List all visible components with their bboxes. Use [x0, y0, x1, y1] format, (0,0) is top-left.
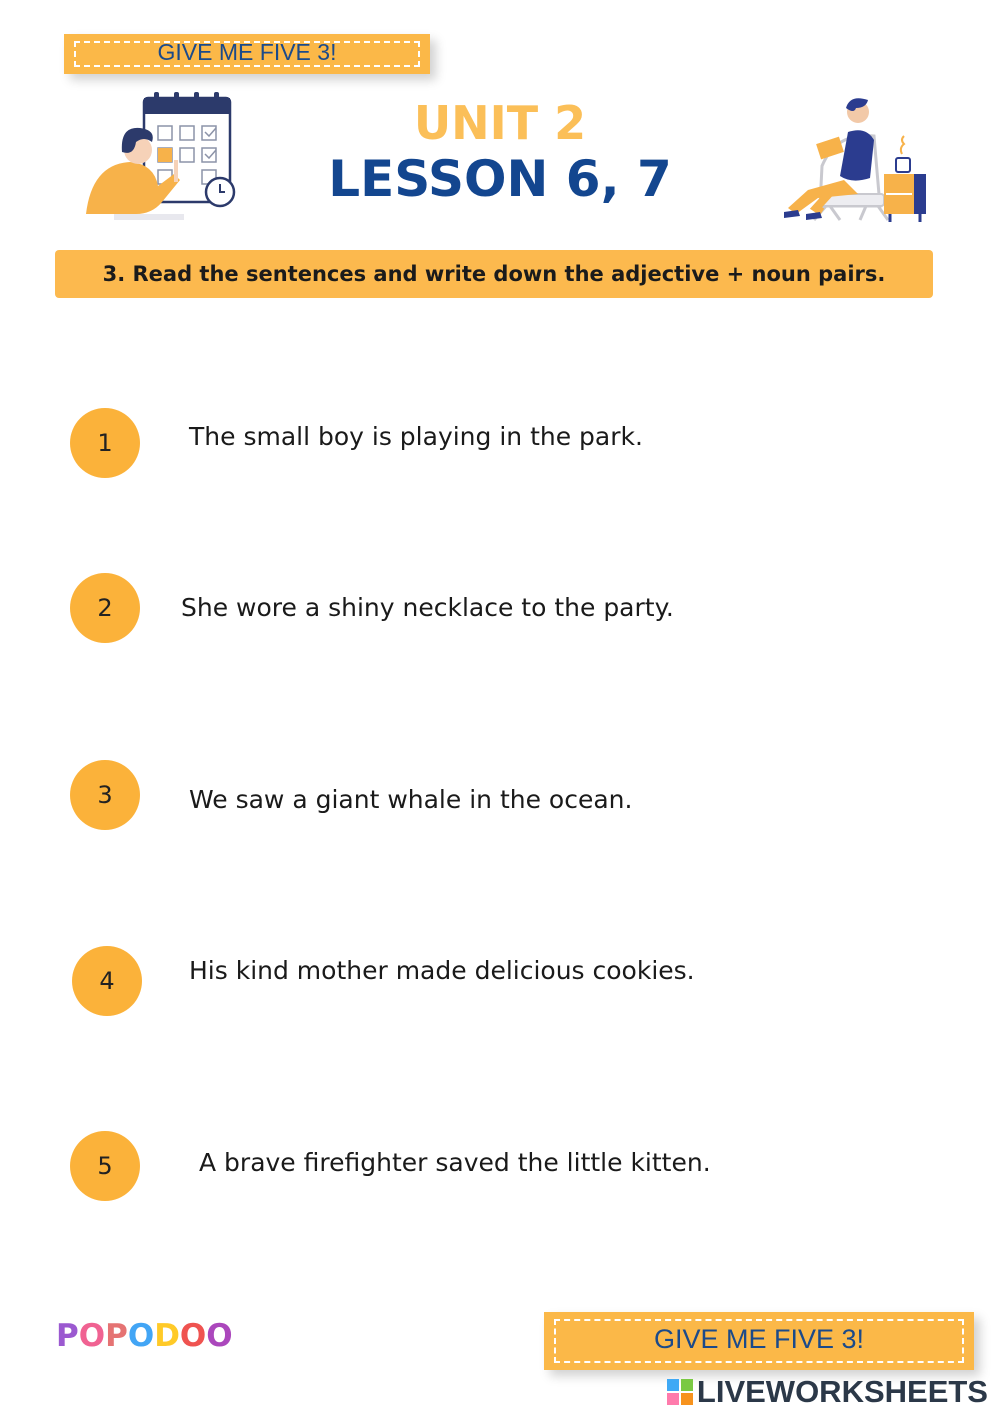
logo-letter: O: [78, 1318, 106, 1354]
item-number-badge: 3: [70, 760, 140, 830]
watermark-text: LIVEWORKSHEETS: [696, 1374, 988, 1409]
item-number-badge: 2: [70, 573, 140, 643]
logo-letter: O: [127, 1318, 155, 1354]
item-sentence: His kind mother made delicious cookies.: [189, 956, 695, 985]
calendar-woman-illustration: [84, 92, 244, 224]
item-sentence: The small boy is playing in the park.: [189, 422, 643, 451]
reading-man-illustration: [766, 96, 930, 222]
liveworksheets-watermark[interactable]: [697, 1374, 988, 1410]
bottom-banner-text: GIVE ME FIVE 3!: [653, 1324, 865, 1354]
item-number-badge: 5: [70, 1131, 140, 1201]
item-sentence: A brave firefighter saved the little kitten.: [199, 1148, 711, 1177]
item-number-badge: 1: [70, 408, 140, 478]
item-number-badge: 4: [72, 946, 142, 1016]
logo-letter: O: [179, 1318, 207, 1354]
instruction-bar: [55, 250, 933, 298]
popodoo-logo: [56, 1318, 233, 1354]
logo-letter: P: [105, 1318, 128, 1354]
instruction-text: 3. Read the sentences and write down the adjective + noun pairs.: [102, 262, 886, 286]
logo-letter: O: [206, 1318, 233, 1354]
item-sentence: She wore a shiny necklace to the party.: [181, 593, 674, 622]
item-sentence: We saw a giant whale in the ocean.: [189, 785, 633, 814]
bottom-banner: [544, 1312, 974, 1370]
top-banner: [64, 34, 430, 74]
lesson-title: LESSON 6, 7: [328, 150, 672, 208]
logo-letter: D: [154, 1318, 180, 1354]
top-banner-text: GIVE ME FIVE 3!: [157, 39, 337, 65]
unit-title: UNIT 2: [413, 96, 587, 150]
liveworksheets-logo-icon: [667, 1379, 693, 1405]
logo-letter: P: [56, 1318, 79, 1354]
